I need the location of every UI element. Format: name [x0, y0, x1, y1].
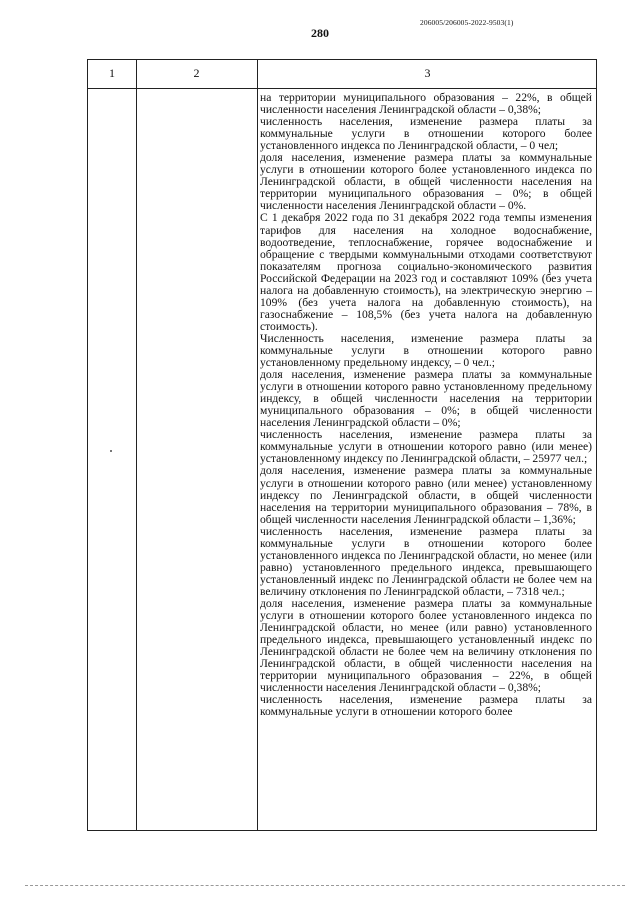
cell-paragraph: доля населения, изменение размера платы за коммунальные услуги в отношении которого более установленного индекса по Ленинградской области, но менее (или равно) установленного предельного индекса, превышающего установленный индекс по Ленинградской области не более чем на величину отклонения по Ленинградской области, в общей численности населения на территории муниципального образования – 22%, в общей численности населения Ленинградской области – 0,38%; [260, 596, 592, 695]
document-id: 206005/206005-2022-9503(1) [420, 18, 514, 27]
cell-paragraph: на территории муниципального образования – 22%, в общей численности населения Ленинградской области – 0,38%; [260, 91, 592, 117]
page-number: 280 [311, 26, 329, 40]
cell-paragraph: Численность населения, изменение размера платы за коммунальные услуги в отношении которого равно установленному предельному индексу, – 0 чел.; [260, 331, 592, 370]
cell-paragraph: доля населения, изменение размера платы за коммунальные услуги в отношении которого равно установленному предельному индексу, в общей численности населения на территории муниципального образования – 0%; в общей численности населения Ленинградской области – 0%; [260, 368, 592, 430]
scan-speck [110, 450, 112, 452]
scan-edge-line [25, 885, 625, 886]
column-divider [136, 60, 137, 830]
cell-paragraph: численность населения, изменение размера платы за коммунальные услуги в отношении которого более установленного индекса по Ленинградской области, но менее (или равно) установленного предельного индекса, превышающего установленный индекс по Ленинградской области не более чем на величину отклонения по Ленинградской области, – 7318 чел.; [260, 524, 592, 598]
cell-paragraph: доля населения, изменение размера платы за коммунальные услуги в отношении которого более установленного индекса по Ленинградской области, в общей численности населения на территории муниципального образования – 0%; в общей численности населения Ленинградской области – 0%. [260, 151, 592, 213]
table-cell-column-3 [260, 92, 592, 718]
content-table [87, 59, 597, 831]
cell-paragraph: доля населения, изменение размера платы за коммунальные услуги в отношении которого равно (или менее) установленному индексу по Ленинградской области, в общей численности населения на территории муниципального образования – 78%, в общей численности населения Ленинградской области – 1,36%; [260, 464, 592, 526]
column-header-2: 2 [193, 66, 200, 80]
column-divider [257, 60, 258, 830]
cell-paragraph: численность населения, изменение размера платы за коммунальные услуги в отношении которого более установленного индекса по Ленинградской области, – 0 чел; [260, 115, 592, 153]
column-header-1: 1 [109, 66, 115, 80]
cell-paragraph: С 1 декабря 2022 года по 31 декабря 2022 года темпы изменения тарифов для населения на холодное водоснабжение, водоотведение, теплоснабжение, горячее водоснабжение и обращение с твердыми коммунальными отходами соответствуют показателям прогноза социально-экономического развития Российской Федерации на 2023 год и составляют 109% (без учета налога на добавленную стоимость), на электрическую энергию – 109% (без учета налога на добавленную стоимость), на газоснабжение – 108,5% (без учета налога на добавленную стоимость). [260, 211, 592, 333]
cell-paragraph: численность населения, изменение размера платы за коммунальные услуги в отношении которого равно (или менее) установленному индексу по Ленинградской области, – 25977 чел.; [260, 428, 592, 466]
column-header-3: 3 [424, 66, 431, 80]
cell-paragraph: численность населения, изменение размера платы за коммунальные услуги в отношении которого более [260, 693, 592, 719]
